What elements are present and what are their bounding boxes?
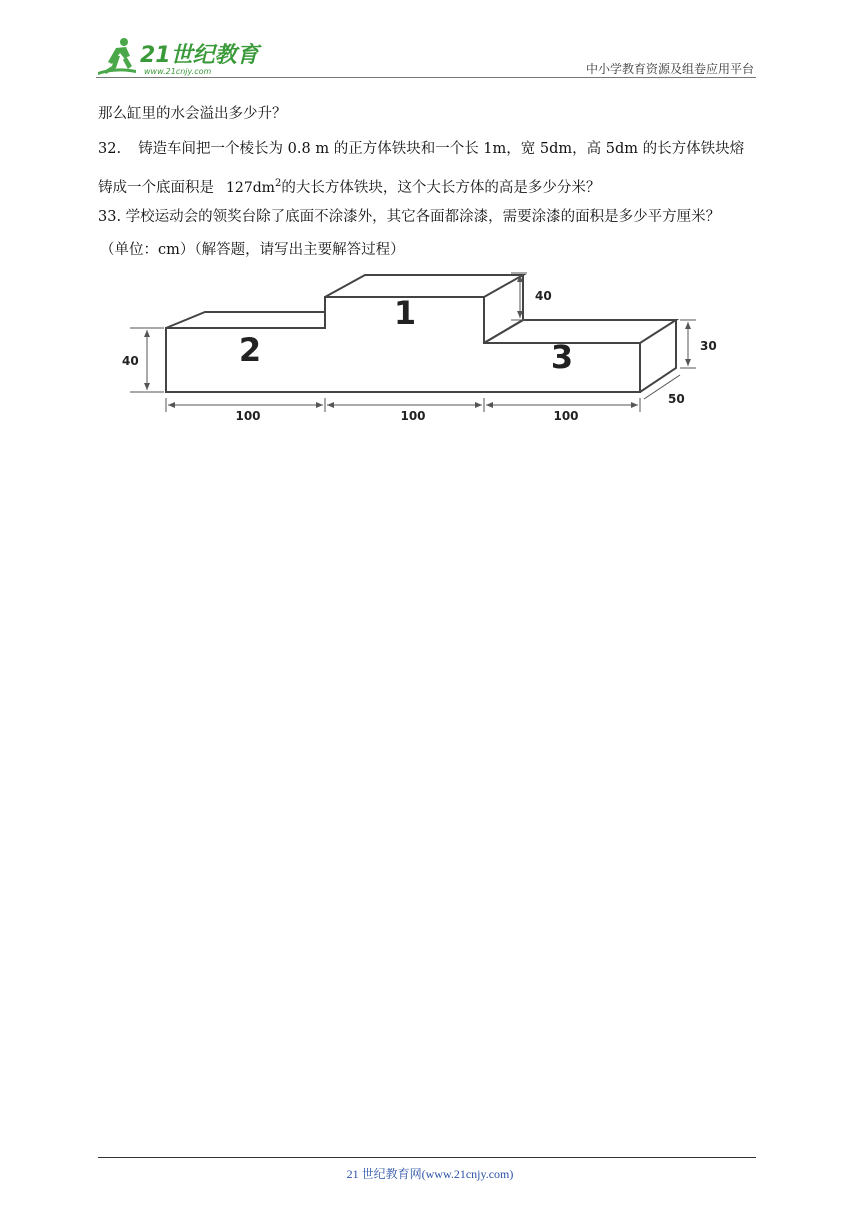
q33-line2: （单位：cm）（解答题，请写出主要解答过程） <box>100 242 405 258</box>
q33-line1: 33. 学校运动会的领奖台除了底面不涂漆外，其它各面都涂漆，需要涂漆的面积是多少平方厘米？ <box>98 209 721 225</box>
dim-label-width-3: 100 <box>553 409 579 423</box>
q32-area-exponent: 2 <box>274 178 282 189</box>
dim-label-width-1: 100 <box>235 409 261 423</box>
q32-line2 <box>98 173 600 199</box>
dim-label-left-40: 40 <box>122 354 139 368</box>
q32-text-post: 的大长方体铁块，这个大长方体的高是多少分米？ <box>281 179 601 196</box>
q32-text-line1: 铸造车间把一个棱长为 0.8 m 的正方体铁块和一个长 1m，宽 5dm，高 5dm 的长方体铁块熔 <box>138 141 745 157</box>
podium-step2-top <box>166 312 325 328</box>
dim-label-depth-50: 50 <box>668 392 685 406</box>
podium-step3-top <box>484 320 676 343</box>
page-header <box>96 30 756 78</box>
q32-line1 <box>98 139 744 160</box>
footer-divider <box>98 1157 756 1158</box>
step-label-3: 3 <box>550 338 574 376</box>
platform-name: 中小学教育资源及组卷应用平台 <box>585 62 754 76</box>
q32-area-value: 127dm <box>226 179 275 196</box>
dim-label-width-2: 100 <box>400 409 426 423</box>
dim-label-right-30: 30 <box>700 339 717 353</box>
logo-21cnjy <box>96 36 266 78</box>
podium-diagram <box>120 262 740 432</box>
logo-main-text: 21世纪教育 <box>140 43 259 68</box>
step-label-2: 2 <box>238 331 262 369</box>
step-label-1: 1 <box>393 294 417 332</box>
podium-step1-top <box>325 275 523 297</box>
dim-label-top-40: 40 <box>535 289 552 303</box>
footer-text: 21 世纪教育网(www.21cnjy.com) <box>346 1167 514 1181</box>
logo-url-text: www.21cnjy.com <box>144 67 212 76</box>
q32-text-pre: 铸成一个底面积是 <box>98 179 214 196</box>
header-divider <box>96 77 756 78</box>
q31-tail: 那么缸里的水会溢出多少升？ <box>98 106 287 122</box>
q32-number: 32. <box>98 141 122 157</box>
